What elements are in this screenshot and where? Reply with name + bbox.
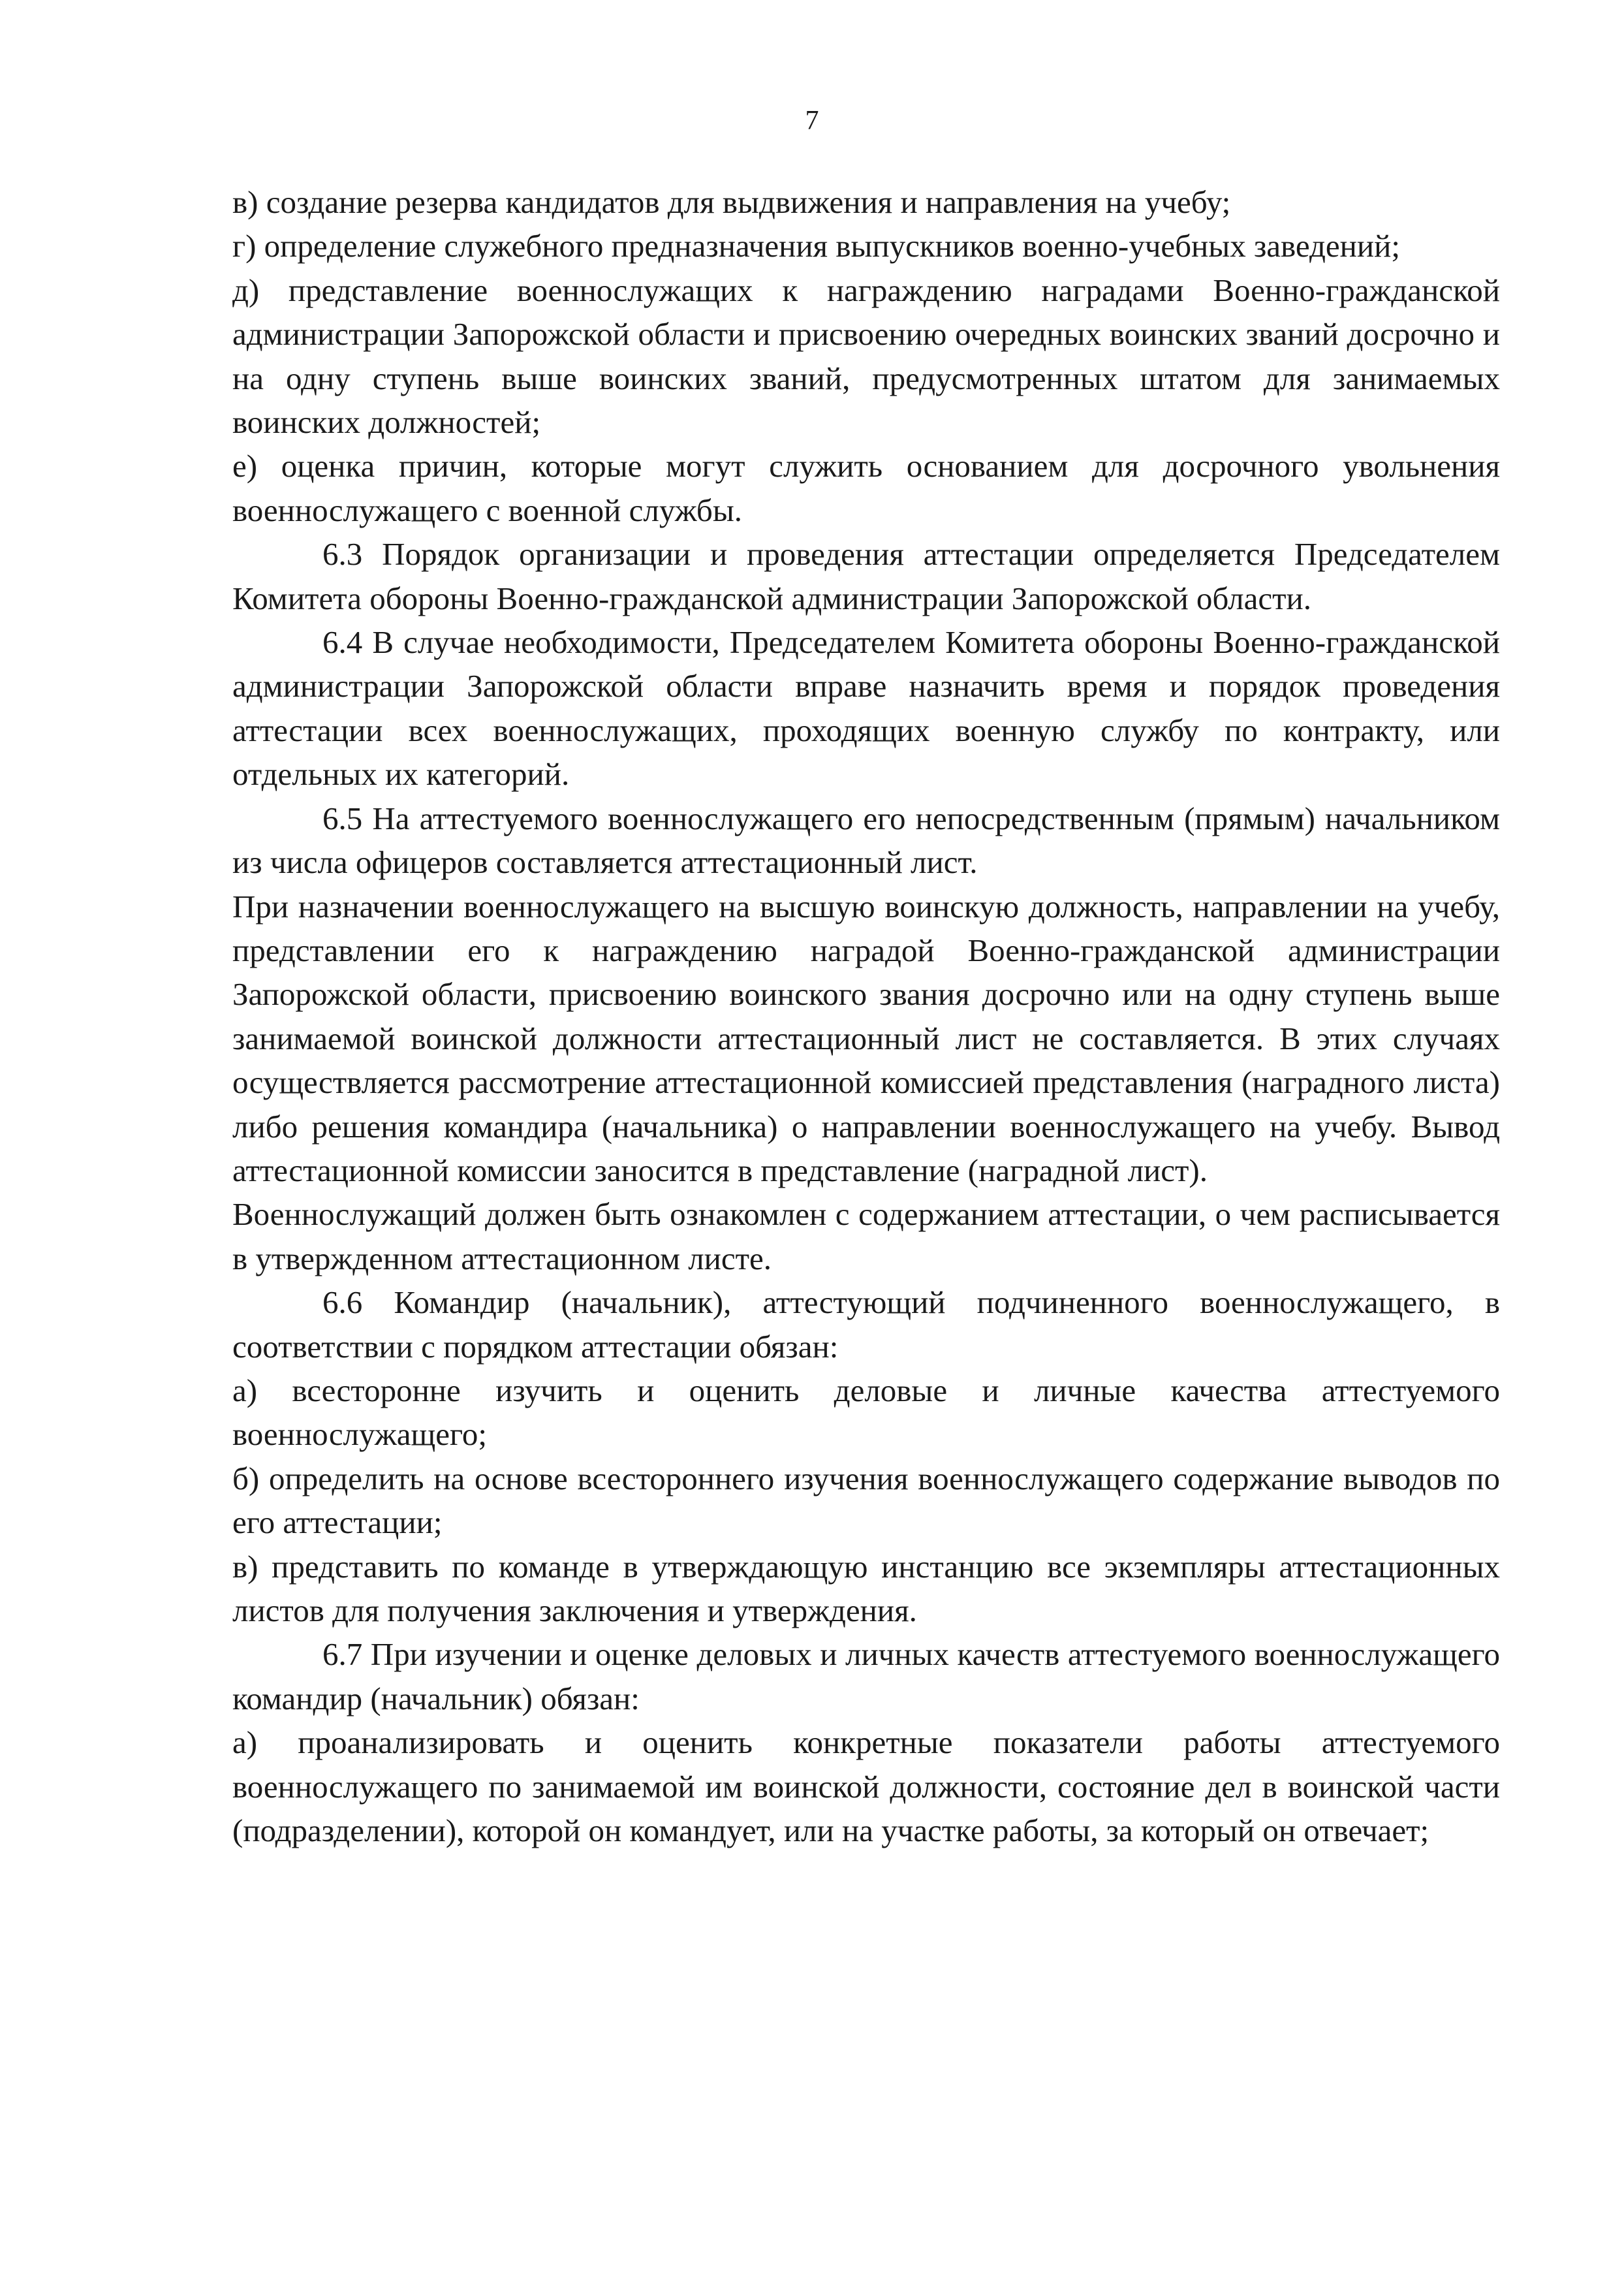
- clause-6-7: 6.7 При изучении и оценке деловых и личных качеств аттестуемого военнослужащего командир (начальник) обязан:: [232, 1636, 1500, 1716]
- body-text: [232, 180, 1500, 1852]
- item-a-study: а) всесторонне изучить и оценить деловые и личные качества аттестуемого военнослужащего;: [232, 1372, 1500, 1453]
- page-number: 7: [805, 106, 819, 136]
- item-d-awards: д) представление военнослужащих к награждению наградами Военно-гражданской администрации Запорожской области и присвоению очередных воинских званий досрочно и на одну ступень выше воинских званий, предусмотренных штатом для занимаемых воинских должностей;: [232, 272, 1500, 441]
- clause-6-5-exceptions: При назначении военнослужащего на высшую воинскую должность, направлении на учебу, представлении его к награждению наградой Военно-гражданской администрации Запорожской области, присвоению воинского звания досрочно или на одну ступень выше занимаемой воинской должности аттестационный лист не составляется. В этих случаях осуществляется рассмотрение аттестационной комиссией представления (наградного листа) либо решения командира (начальника) о направлении военнослужащего на учебу. Вывод аттестационной комиссии заносится в представление (наградной лист).: [232, 888, 1500, 1188]
- item-a-analyze: а) проанализировать и оценить конкретные показатели работы аттестуемого военнослужащего по занимаемой им воинской должности, состояние дел в воинской части (подразделении), которой он командует, или на участке работы, за который он отвечает;: [232, 1724, 1500, 1849]
- item-v-reserve: в) создание резерва кандидатов для выдвижения и направления на учебу;: [232, 184, 1231, 220]
- item-b-conclusions: б) определить на основе всестороннего изучения военнослужащего содержание выводов по его аттестации;: [232, 1460, 1500, 1541]
- clause-6-5: 6.5 На аттестуемого военнослужащего его непосредственным (прямым) начальником из числа офицеров составляется аттестационный лист.: [232, 800, 1500, 881]
- item-v-submit: в) представить по команде в утверждающую инстанцию все экземпляры аттестационных листов для получения заключения и утверждения.: [232, 1548, 1500, 1628]
- clause-6-6: 6.6 Командир (начальник), аттестующий подчиненного военнослужащего, в соответствии с порядком аттестации обязан:: [232, 1284, 1500, 1365]
- clause-6-3: 6.3 Порядок организации и проведения аттестации определяется Председателем Комитета обороны Военно-гражданской администрации Запорожской области.: [232, 536, 1500, 616]
- clause-6-4: 6.4 В случае необходимости, Председателем Комитета обороны Военно-гражданской администрации Запорожской области вправе назначить время и порядок проведения аттестации всех военнослужащих, проходящих военную службу по контракту, или отдельных их категорий.: [232, 624, 1500, 793]
- item-e-dismissal: е) оценка причин, которые могут служить основанием для досрочного увольнения военнослужащего с военной службы.: [232, 448, 1500, 528]
- item-g-assignment: г) определение служебного предназначения выпускников военно-учебных заведений;: [232, 228, 1400, 264]
- clause-6-5-acknowledgement: Военнослужащий должен быть ознакомлен с содержанием аттестации, о чем расписывается в утвержденном аттестационном листе.: [232, 1196, 1500, 1276]
